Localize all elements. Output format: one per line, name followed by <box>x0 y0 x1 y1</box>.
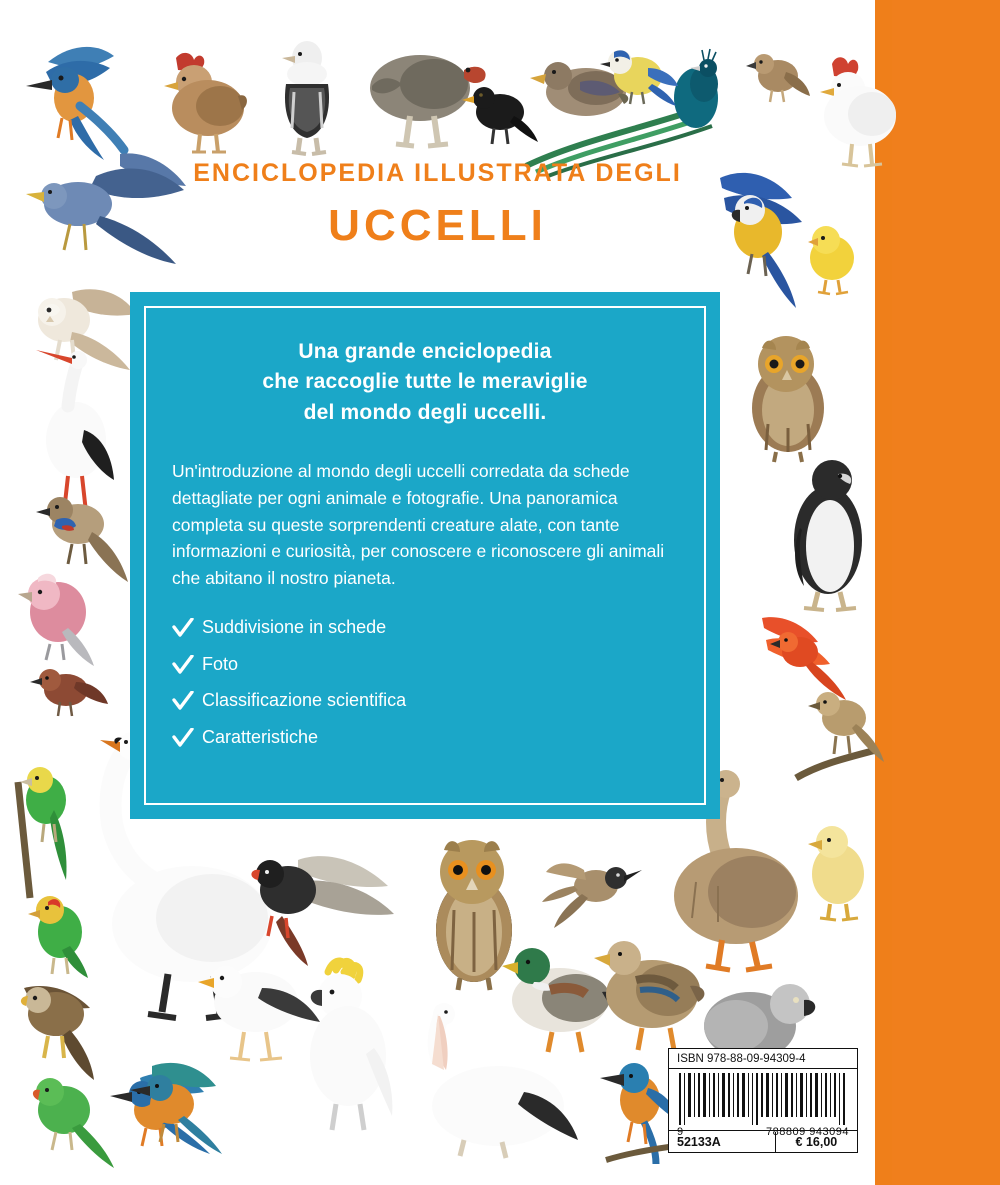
barcode-bars <box>677 1073 849 1125</box>
panel-content <box>172 337 678 789</box>
list-item <box>172 690 678 712</box>
list-item <box>172 617 678 639</box>
list-item-label: Classificazione scientifica <box>202 690 407 711</box>
list-item-label: Suddivisione in schede <box>202 617 387 638</box>
spine-inner <box>892 0 1000 1185</box>
panel-lead-line-2: che raccoglie tutte le meraviglie <box>262 370 588 394</box>
photo-parrot-green <box>122 1042 232 1162</box>
title-line-1: ENCICLOPEDIA ILLUSTRATA DEGLI <box>193 159 682 187</box>
photo-penguin <box>778 452 878 612</box>
price-row <box>669 1130 857 1152</box>
list-item <box>172 727 678 749</box>
internal-code: 52133A <box>677 1134 721 1149</box>
cover-title-block <box>0 160 875 250</box>
check-icon <box>172 691 194 711</box>
title-line-2: UCCELLI <box>328 200 547 250</box>
list-item <box>172 654 678 676</box>
photo-hummingbird <box>538 840 648 930</box>
price-value: € 16,00 <box>775 1132 857 1152</box>
barcode-block <box>668 1048 858 1153</box>
isbn-text: ISBN 978-88-09-94309-4 <box>669 1049 857 1069</box>
list-item-label: Foto <box>202 653 239 674</box>
photo-gosling <box>798 812 878 922</box>
photo-tawny-owl <box>728 324 848 464</box>
feature-list <box>172 617 678 748</box>
list-item-label: Caratteristiche <box>202 727 319 748</box>
check-icon <box>172 728 194 748</box>
panel-body-text: Un'introduzione al mondo degli uccelli corredata da schede dettagliate per ogni animale e fotografie. Una panoramica completa su queste sorprendenti creature alate, con tante informazioni e curiosità, per conoscere e riconoscere gli animali che abitano il nostro pianeta. <box>172 461 665 588</box>
panel-lead-line-1: Una grande enciclopedia <box>298 340 552 363</box>
panel-lead <box>172 337 678 428</box>
spine-strip <box>875 0 1000 1185</box>
description-panel <box>130 292 720 819</box>
check-icon <box>172 618 194 638</box>
photo-blue-tit <box>592 34 682 114</box>
panel-lead-line-3: del mondo degli uccelli. <box>303 400 547 424</box>
photo-cockatoo <box>278 952 408 1142</box>
photo-vulture <box>262 32 352 162</box>
barcode-digit-prefix: 9 <box>677 1126 684 1138</box>
barcode-digits-main: 788809 943094 <box>766 1126 849 1138</box>
check-icon <box>172 655 194 675</box>
